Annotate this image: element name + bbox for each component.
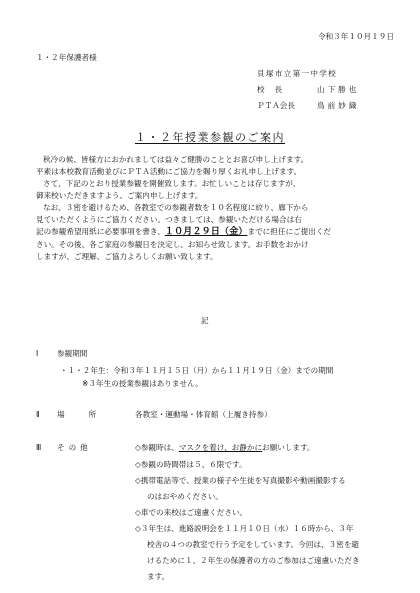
section-3-item-mask: [135, 444, 315, 452]
section-1-note: ※３年生の授業参観はありません。: [82, 379, 203, 388]
body-text: までに担任にご提出くだ: [247, 227, 332, 236]
recipient: １・２年保護者様: [36, 53, 97, 62]
body-line: 平素は本校教育活動並びにＰＴＡ活動にご協力を賜り厚くお礼申し上げます。: [36, 167, 302, 176]
section-3-item-grade3-cont: 校舎の４つの教室で行う予定をしています。今回は、３密を避: [147, 540, 360, 549]
body-line-deadline: [36, 227, 386, 236]
section-3-item-phone-cont: のはおやめください。: [147, 492, 223, 501]
section-2-number: Ⅱ: [36, 410, 40, 419]
body-text: 記の参観希望用紙に必要事項を書き、: [36, 227, 165, 236]
body-line: なお、３密を避けるため、各教室での参観者数を１０名程度に絞り、廊下から: [43, 203, 309, 212]
mask-instruction: マスクを着け、お静かに: [178, 443, 263, 452]
section-2-label: 場所: [57, 410, 121, 419]
section-3-item-phone: ◇携帯電話等で、授業の様子や生徒を写真撮影や動画撮影する: [135, 476, 346, 485]
section-3-label: その他: [57, 443, 92, 452]
item-text: お願いします。: [262, 443, 315, 452]
sender-pta: [257, 102, 359, 110]
pta-name: 鳥前妙織: [317, 101, 360, 110]
item-text: ◇参観時は、: [135, 443, 179, 452]
section-3-item-car: ◇車での来校はご遠慮ください。: [135, 508, 248, 517]
sender-organization: 貝塚市立第一中学校: [257, 69, 338, 78]
principal-name: 山下勝也: [317, 85, 360, 94]
section-1-number: Ⅰ: [36, 349, 39, 358]
section-1-period: ・１・２年生：令和３年１１月１５日（月）から１１月１９日（金）までの期間: [60, 366, 334, 375]
section-3-item-time: ◇参観の時間帯は５、６限です。: [135, 460, 247, 469]
body-line: 秋冷の候、皆様方におかれましては益々ご健勝のこととお喜び申し上げます。: [43, 155, 309, 164]
submission-deadline: １０月２９日（金）: [164, 226, 248, 237]
body-line: さて、下記のとおり授業参観を開催致します。お忙しいことは存じますが、: [43, 179, 301, 188]
pta-role: ＰＴＡ会長: [257, 101, 295, 110]
issue-date: 令和３年１０月１９日: [318, 32, 394, 41]
section-3-item-grade3-cont: ます。: [147, 572, 170, 581]
body-line: 見ていただくようにご協力ください。つきましては、参観いただける場合は右: [36, 215, 302, 224]
section-3-number: Ⅲ: [36, 443, 42, 452]
section-3-item-grade3: ◇３年生は、進路説明会を１１月１０日（水）１６時から、３年: [135, 524, 354, 533]
section-3-item-grade3-cont: けるために１、２年生の保護者の方のご参加はご遠慮いただき: [147, 556, 360, 565]
body-line: しますが、ご理解、ご協力よろしくお願い致します。: [36, 252, 218, 261]
section-2-location: 各教室・運動場・体育館（上履き持参）: [135, 410, 272, 419]
body-line: さい。その後、各ご家庭の参観日を決定し、お知らせ致します。お手数をおかけ: [36, 240, 309, 249]
sender-principal: [257, 86, 359, 94]
principal-role: 校長: [257, 85, 293, 94]
section-1-label: 参観期間: [57, 349, 88, 358]
document-title: １・２年授業参観のご案内: [135, 131, 285, 144]
notice-marker: 記: [201, 316, 209, 325]
body-line: 御来校いただきますよう、ご案内申し上げます。: [36, 191, 203, 200]
